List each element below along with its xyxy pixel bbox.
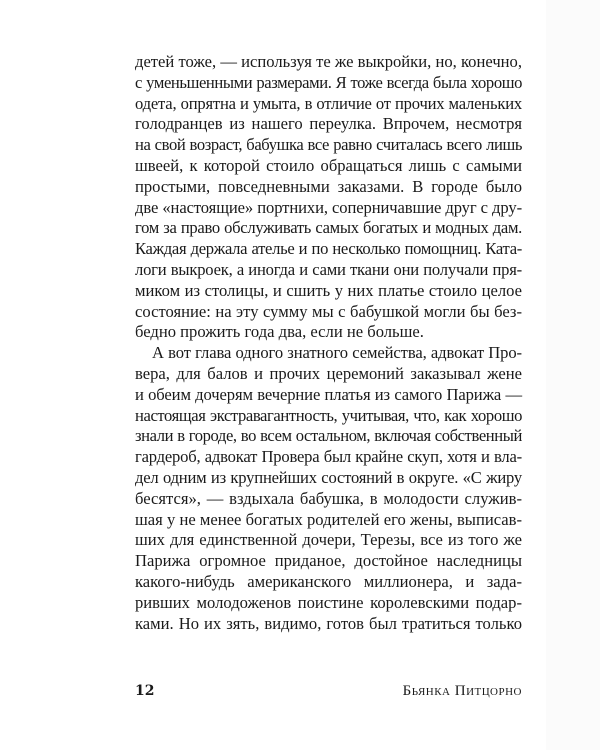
text-line: какого-нибудь американского миллионера, и зада- <box>135 571 522 591</box>
text-line: миком из столицы, и сшить у них платье стоило целое <box>135 280 522 300</box>
text-line: детей тоже, — используя те же выкройки, но, конечно, <box>135 52 522 71</box>
text-line: настоящая экстравагантность, учитывая, что, как хорошо <box>135 405 522 425</box>
text-line: с уменьшенными размерами. Я тоже всегда была хорошо <box>135 72 522 92</box>
text-line: логи выкроек, а иногда и сами ткани они получали пря- <box>135 259 522 279</box>
text-line: бедно прожить года два, если не больше. <box>135 322 424 342</box>
text-line: гардероб, адвокат Провера был крайне скуп, хотя и вла- <box>135 447 522 467</box>
text-line: и обеим дочерям вечерние платья из самого Парижа — <box>135 384 522 404</box>
text-line: бесятся», — вздыхала бабушка, в молодости служив- <box>135 488 522 508</box>
text-line: Каждая держала ателье и по несколько помощниц. Ката- <box>135 239 522 259</box>
running-footer-author: Бьянка Питцорно <box>402 683 522 699</box>
body-text <box>135 52 522 634</box>
text-line: на свой возраст, бабушка все равно считалась всего лишь <box>135 135 522 155</box>
text-line: знали в городе, во всем остальном, включая собственный <box>135 426 522 446</box>
text-line: А вот глава одного знатного семейства, адвокат Про- <box>152 343 522 363</box>
text-line: ших для единственной дочери, Терезы, все из того же <box>135 530 522 550</box>
text-line: простыми, повседневными заказами. В городе было <box>135 176 522 196</box>
text-line: две «настоящие» портнихи, соперничавшие друг с дру- <box>135 197 522 217</box>
text-line: ками. Но их зять, видимо, готов был тратиться только <box>135 613 522 633</box>
text-line: Парижа огромное приданое, достойное наследницы <box>135 551 522 571</box>
text-line: ривших молодоженов поистине королевскими подар- <box>135 592 522 612</box>
text-line: состояние: на эту сумму мы с бабушкой могли бы без- <box>135 301 522 321</box>
page-footer <box>135 683 522 703</box>
text-line: шая у не менее богатых родителей его жены, выписав- <box>135 509 522 529</box>
page-number: 12 <box>135 683 155 699</box>
text-line: одета, опрятна и умыта, в отличие от прочих маленьких <box>135 93 522 113</box>
text-line: вера, для балов и прочих церемоний заказывал жене <box>135 363 522 383</box>
page-edge <box>546 0 600 750</box>
text-line: швеей, к которой стоило обращаться лишь с самыми <box>135 155 522 175</box>
text-line: гом за право обслуживать самых богатых и модных дам. <box>135 218 522 238</box>
text-line: дел одним из крупнейших состояний в округе. «С жиру <box>135 467 522 487</box>
text-line: голодранцев из нашего переулка. Впрочем, несмотря <box>135 114 522 134</box>
